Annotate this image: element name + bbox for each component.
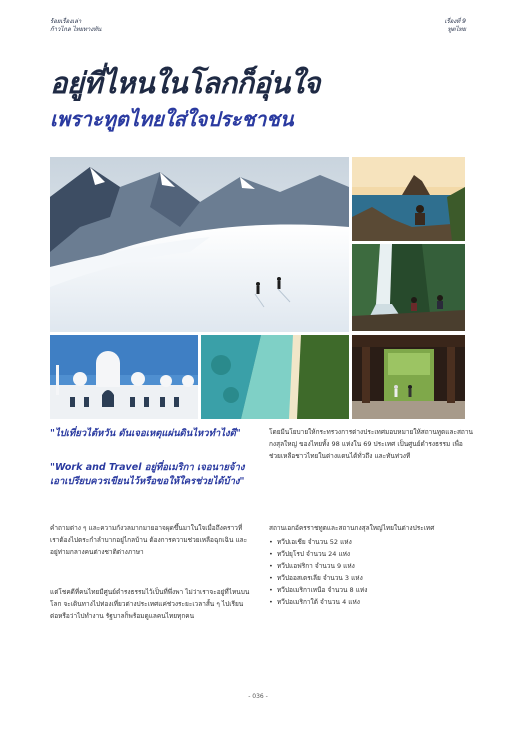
page-number: - 036 -	[248, 693, 268, 700]
photo-waterfall	[352, 244, 465, 331]
embassy-list-intro: สถานเอกอัครราชทูตและสถานกงสุลใหญ่ไทยในต่างประเทศ	[269, 524, 435, 532]
header-left	[50, 18, 101, 34]
body-paragraph-1: คำถามต่าง ๆ และความกังวลมากมายอาจผุดขึ้นมาในใจเมื่อถึงคราวที่เราต้องไปตระกำลำบากอยู่ไกลบ้าน ต้องการความช่วยเหลือฉุกเฉิน และอยู่ท่ามกลางคนต่างชาติต่างภาษา	[50, 524, 248, 556]
header-story-number: เรื่องที่ 9	[444, 18, 466, 25]
photo-snow-mountain-hikers	[50, 157, 349, 332]
list-item: • ทวีปยุโรป จำนวน 24 แห่ง	[269, 548, 473, 560]
list-item: • ทวีปอเมริกาเหนือ จำนวน 8 แห่ง	[269, 584, 473, 596]
list-item: • ทวีปออสเตรเลีย จำนวน 3 แห่ง	[269, 572, 473, 584]
photo-temple-gate	[352, 335, 465, 419]
list-item: • ทวีปเอเชีย จำนวน 52 แห่ง	[269, 536, 473, 548]
body-paragraph-2: แต่โชคดีที่คนไทยมีศูนย์ดำรงธรรมไว้เป็นที่พึ่งพา ไม่ว่าเราจะอยู่ที่ไหนบนโลก จะเดินทางไปท่องเที่ยวต่างประเทศแค่ช่วงระยะเวลาสั้น ๆ ไปเรียนต่อหรือว่าไปทำงาน รัฐบาลก็พร้อมดูแลคนไทยทุกคน	[50, 588, 250, 620]
photo-aerial-coastline	[201, 335, 349, 419]
page-title: อยู่ที่ไหนในโลกก็อุ่นใจ	[50, 66, 320, 100]
header-series-title: ร้อยเรื่องเล่า	[50, 18, 82, 25]
page-subtitle: เพราะทูตไทยใส่ใจประชาชน	[50, 107, 294, 131]
header-series-subtitle: ก้าวไกล ไทยทางทัน	[50, 26, 102, 33]
body-paragraph-policy: โดยมีนโยบายให้กระทรวงการต่างประเทศมอบหมายให้สถานทูตและสถานกงสุลใหญ่ ของไทยทั้ง 98 แห่งใน 69 ประเทศ เป็นศูนย์ดำรงธรรม เพื่อช่วยเหลือชาวไทยในต่างแดนได้ทั่วถึง และทันท่วงที	[269, 428, 473, 460]
header-right	[445, 18, 467, 34]
list-item: • ทวีปอเมริกาใต้ จำนวน 4 แห่ง	[269, 596, 473, 608]
quote-work-and-travel: "Work and Travel อยู่ที่อเมริกา เจอนายจ้างเอาเปรียบควรเขียนไว้หรือขอให้ใครช่วยได้บ้าง"	[50, 462, 245, 487]
list-item: • ทวีปแอฟริกา จำนวน 9 แห่ง	[269, 560, 473, 572]
photo-white-mosque	[50, 335, 198, 419]
photo-coastal-rocks	[352, 157, 465, 241]
embassy-list	[269, 522, 473, 608]
header-story-topic: ทูตไทย	[447, 26, 466, 33]
quote-taiwan-earthquake: "ไปเที่ยวไต้หวัน ดันเจอเหตุแผ่นดินไหวทำไงดี"	[50, 428, 241, 439]
